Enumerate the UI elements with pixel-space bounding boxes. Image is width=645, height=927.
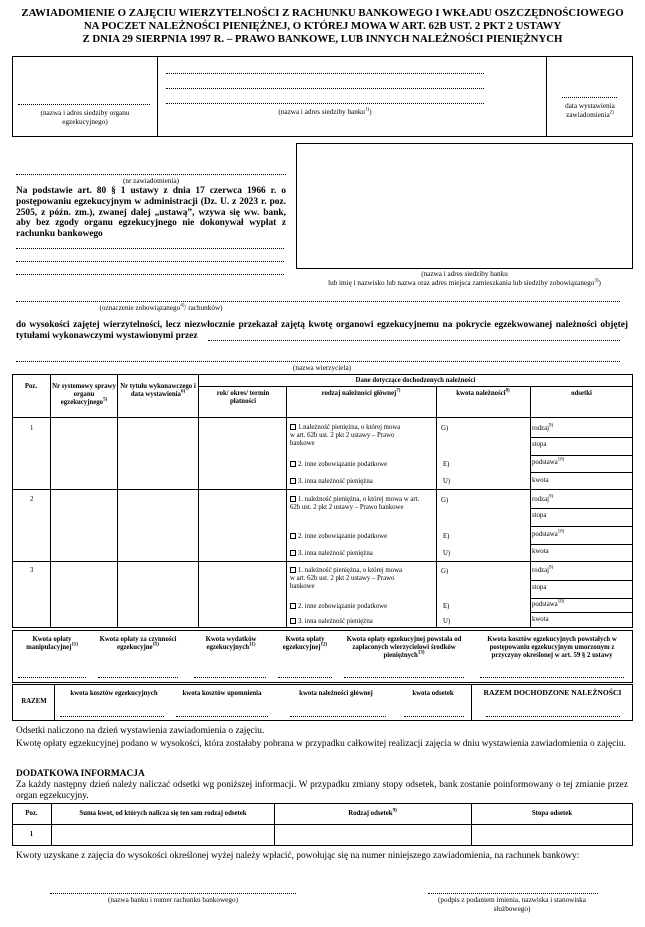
- date-label: data wystawienia zawiadomienia$^{2)}$: [565, 102, 615, 119]
- extra-th-stopa: Stopa odsetek: [531, 810, 573, 817]
- bank-field-line-1[interactable]: [166, 73, 484, 74]
- notice-number-field[interactable]: [16, 174, 286, 175]
- row-2-letter1: G): [441, 497, 449, 504]
- footer-text: Kwoty uzyskane z zajęcia do wysokości określonej wyżej należy wpłacić, powołując się na numer niniejszego zawiadomienia, na rachunek bankowy:: [16, 851, 580, 861]
- bank-account-label: (nazwa banku i numer rachunku bankowego): [108, 896, 238, 904]
- row-2-opt2[interactable]: 2. inne zobowiązanie podatkowe: [290, 533, 430, 541]
- row-1-letter1: G): [441, 425, 449, 432]
- row-3-ods-stopa: stopa: [532, 584, 547, 591]
- row-3-opt1[interactable]: 1. należność pieniężna, o której mowa w art. 62b ust. 2 pkt 2 ustawy – Prawo bankowe: [290, 567, 402, 590]
- signature-label: (podpis z podaniem imienia, nazwiska i stanowiska służbowego): [438, 896, 586, 913]
- account-field-1[interactable]: [16, 248, 284, 249]
- checkbox-icon[interactable]: [290, 533, 296, 539]
- document-title: [0, 7, 645, 46]
- row-2-ods-kwota: kwota: [532, 548, 549, 555]
- bank-box: [157, 56, 547, 137]
- creditor-field[interactable]: [16, 361, 620, 362]
- row-1-poz: 1: [30, 425, 34, 432]
- obligor-field[interactable]: [16, 301, 620, 302]
- th-kwota: kwota należności$^{8)}$: [456, 388, 510, 397]
- row-2-ods-rodzaj: rodzaj$^{9)}$: [532, 494, 554, 503]
- row-3-ods-rodzaj: rodzaj$^{9)}$: [532, 565, 554, 574]
- fee-field-4[interactable]: [278, 677, 332, 678]
- fee-field-5[interactable]: [344, 677, 464, 678]
- bank-address-label: (nazwa i adres siedziby banku lub imię i nazwisko lub nazwa oraz adres miejsca zamieszkania lub siedziby zobowiązanego$^{3)}$): [328, 270, 601, 287]
- row-2-letter3: U): [443, 550, 451, 557]
- fee-manipulacyjna: Kwota opłaty manipulacyjnej$^{11)}$: [26, 636, 78, 651]
- checkbox-icon[interactable]: [290, 618, 296, 624]
- th-rodzaj: rodzaj należności głównej$^{7)}$: [321, 388, 401, 397]
- bank-account-field[interactable]: [50, 893, 296, 894]
- fee-umorzone: Kwota kosztów egzekucyjnych powstałych w postępowaniu egzekucyjnym umorzonym z przyczyny określonej w art. 59 § 2 ustawy: [487, 636, 617, 659]
- row-3-ods-podstawa: podstawa$^{10)}$: [532, 599, 565, 608]
- row-3-letter1: G): [441, 568, 449, 575]
- fee-od-srodkow: Kwota opłaty egzekucyjnej powstała od zapłaconych wierzycielowi środków pieniężnych$^{13)}$: [346, 636, 462, 659]
- organ-field[interactable]: [18, 104, 150, 105]
- razem-dochodzone: RAZEM DOCHODZONE NALEŻNOŚCI: [483, 688, 622, 697]
- razem-field-4[interactable]: [404, 716, 464, 717]
- account-field-3[interactable]: [16, 274, 284, 275]
- fee-egzekucyjna: Kwota opłaty egzekucyjnej$^{12)}$: [282, 636, 328, 651]
- row-1-opt1[interactable]: 1.należność pieniężna, o której mowa w art. 62b ust. 2 pkt 2 ustawy – Prawo bankowe: [290, 424, 401, 447]
- checkbox-icon[interactable]: [290, 496, 296, 502]
- razem-naleznosc-glowna: kwota należności głównej: [299, 690, 373, 697]
- amount-text: do wysokości zajętej wierzytelności, lecz niezwłocznie przekazał zajętą kwotę organowi egzekucyjnemu na pokrycie egzekwowanej należności objętej tytułami wykonawczymi wystawionymi przez: [16, 320, 628, 341]
- extra-th-suma: Suma kwot, od których nalicza się ten sam rodzaj odsetek: [79, 810, 247, 817]
- razem-field-5[interactable]: [486, 716, 620, 717]
- row-1-opt3[interactable]: 3. inna należność pieniężna: [290, 478, 430, 486]
- bank-field-line-3[interactable]: [166, 103, 484, 104]
- creditor-label: (nazwa wierzyciela): [292, 364, 352, 372]
- row-1-ods-rodzaj: rodzaj$^{9)}$: [532, 423, 554, 432]
- th-nr-tytulu: Nr tytułu wykonawczego i data wystawienia$^{6)}$: [120, 383, 196, 398]
- razem-field-2[interactable]: [176, 716, 268, 717]
- th-odsetki: odsetki: [571, 390, 592, 397]
- extra-row-poz: 1: [29, 831, 34, 838]
- extra-text: Za każdy następny dzień należy naliczać odsetki wg poniższej informacji. W przypadku zmiany stopy odsetek, bank zostanie poinformowany o tej zmianie przez organ egzekucyjny.: [16, 780, 628, 801]
- row-1-ods-podstawa: podstawa$^{10)}$: [532, 457, 565, 466]
- row-3-letter3: U): [443, 618, 451, 625]
- row-2-ods-stopa: stopa: [532, 512, 547, 519]
- th-dane-group: Dane dotyczące dochodzonych należności: [355, 377, 476, 384]
- fee-field-3[interactable]: [194, 677, 266, 678]
- row-2-opt3[interactable]: 3. inna należność pieniężna: [290, 550, 430, 558]
- checkbox-icon[interactable]: [290, 424, 296, 430]
- th-poz: Poz.: [24, 383, 38, 390]
- th-nr-systemowy: Nr systemowy sprawy organu egzekucyjnego$^{5)}$: [52, 383, 116, 406]
- razem-koszty-upom: kwota kosztów upomnienia: [182, 690, 262, 697]
- row-2-opt1[interactable]: 1. należność pieniężna, o której mowa w art. 62b ust. 2 pkt 2 ustawy – Prawo bankowe: [290, 496, 420, 511]
- th-rok: rok/ okres/ termin płatności: [216, 390, 270, 405]
- row-3-opt3[interactable]: 3. inna należność pieniężna: [290, 618, 430, 626]
- fee-field-1[interactable]: [18, 677, 86, 678]
- row-2-ods-podstawa: podstawa$^{10)}$: [532, 529, 565, 538]
- checkbox-icon[interactable]: [290, 478, 296, 484]
- row-3-letter2: E): [443, 603, 450, 610]
- checkbox-icon[interactable]: [290, 567, 296, 573]
- note-oplata: Kwotę opłaty egzekucyjnej podano w wysokości, która zostałaby pobrana w przypadku całkowitej realizacji zajęcia w dniu wystawienia zawiadomienia o zajęciu.: [16, 739, 626, 749]
- row-1-ods-kwota: kwota: [532, 477, 549, 484]
- title-line-1: ZAWIADOMIENIE O ZAJĘCIU WIERZYTELNOŚCI Z RACHUNKU BANKOWEGO I WKŁADU OSZCZĘDNOŚCIOWEGO: [21, 7, 624, 19]
- checkbox-icon[interactable]: [290, 550, 296, 556]
- fee-field-6[interactable]: [480, 677, 624, 678]
- issuer-field[interactable]: [208, 340, 620, 341]
- razem-field-3[interactable]: [290, 716, 386, 717]
- fee-wydatki: Kwota wydatków egzekucyjnych$^{11)}$: [205, 636, 257, 651]
- razem-odsetki: kwota odsetek: [412, 690, 454, 697]
- bank-field-line-2[interactable]: [166, 88, 484, 89]
- obligor-label: (oznaczenie zobowiązanego$^{4)}$/ rachunków): [99, 303, 223, 312]
- notice-number-label: (nr zawiadomienia): [122, 177, 180, 185]
- bank-address-box[interactable]: [296, 143, 633, 269]
- row-1-letter3: U): [443, 478, 451, 485]
- signature-field[interactable]: [428, 893, 598, 894]
- razem-field-1[interactable]: [60, 716, 164, 717]
- extra-heading: DODATKOWA INFORMACJA: [16, 769, 145, 779]
- row-1-letter2: E): [443, 461, 450, 468]
- title-line-2: NA POCZET NALEŻNOŚCI PIENIĘŻNEJ, O KTÓREJ MOWA W ART. 62B UST. 2 PKT 2 USTAWY: [83, 20, 562, 32]
- extra-th-rodzaj: Rodzaj odsetek$^{9)}$: [348, 808, 397, 817]
- account-field-2[interactable]: [16, 261, 284, 262]
- title-line-3: Z DNIA 29 SIERPNIA 1997 R. – PRAWO BANKOWE, LUB INNYCH NALEŻNOŚCI PIENIĘŻNYCH: [82, 33, 563, 45]
- date-field[interactable]: [562, 97, 617, 98]
- row-2-poz: 2: [30, 496, 34, 503]
- extra-th-poz: Poz.: [25, 810, 38, 817]
- notice-body: Na podstawie art. 80 § 1 ustawy z dnia 17 czerwca 1966 r. o postępowaniu egzekucyjnym w administracji (Dz. U. z 2023 r. poz. 2505, z późn. zm.), zwanej dalej „ustawą”, wzywa się ww. bank, aby bez zgody organu egzekucyjnego nie dokonywał wypłat z rachunku bankowego: [16, 186, 286, 240]
- organ-label: (nazwa i adres siedziby organu egzekucyjnego): [40, 109, 130, 126]
- row-3-poz: 3: [30, 567, 34, 574]
- fee-czynnosci: Kwota opłaty za czynności egzekucyjne$^{11)}$: [99, 636, 177, 651]
- row-3-opt2[interactable]: 2. inne zobowiązanie podatkowe: [290, 603, 430, 611]
- razem-label: RAZEM: [21, 698, 47, 705]
- checkbox-icon[interactable]: [290, 603, 296, 609]
- note-odsetki: Odsetki naliczono na dzień wystawienia zawiadomienia o zajęciu.: [16, 726, 265, 736]
- bank-label: (nazwa i adres siedziby banku$^{1)}$): [278, 107, 372, 116]
- checkbox-icon[interactable]: [290, 461, 296, 467]
- row-1-opt2[interactable]: 2. inne zobowiązanie podatkowe: [290, 461, 430, 469]
- row-1-ods-stopa: stopa: [532, 441, 547, 448]
- razem-koszty-egz: kwota kosztów egzekucyjnych: [70, 690, 158, 697]
- row-2-letter2: E): [443, 533, 450, 540]
- fee-field-2[interactable]: [98, 677, 178, 678]
- row-3-ods-kwota: kwota: [532, 616, 549, 623]
